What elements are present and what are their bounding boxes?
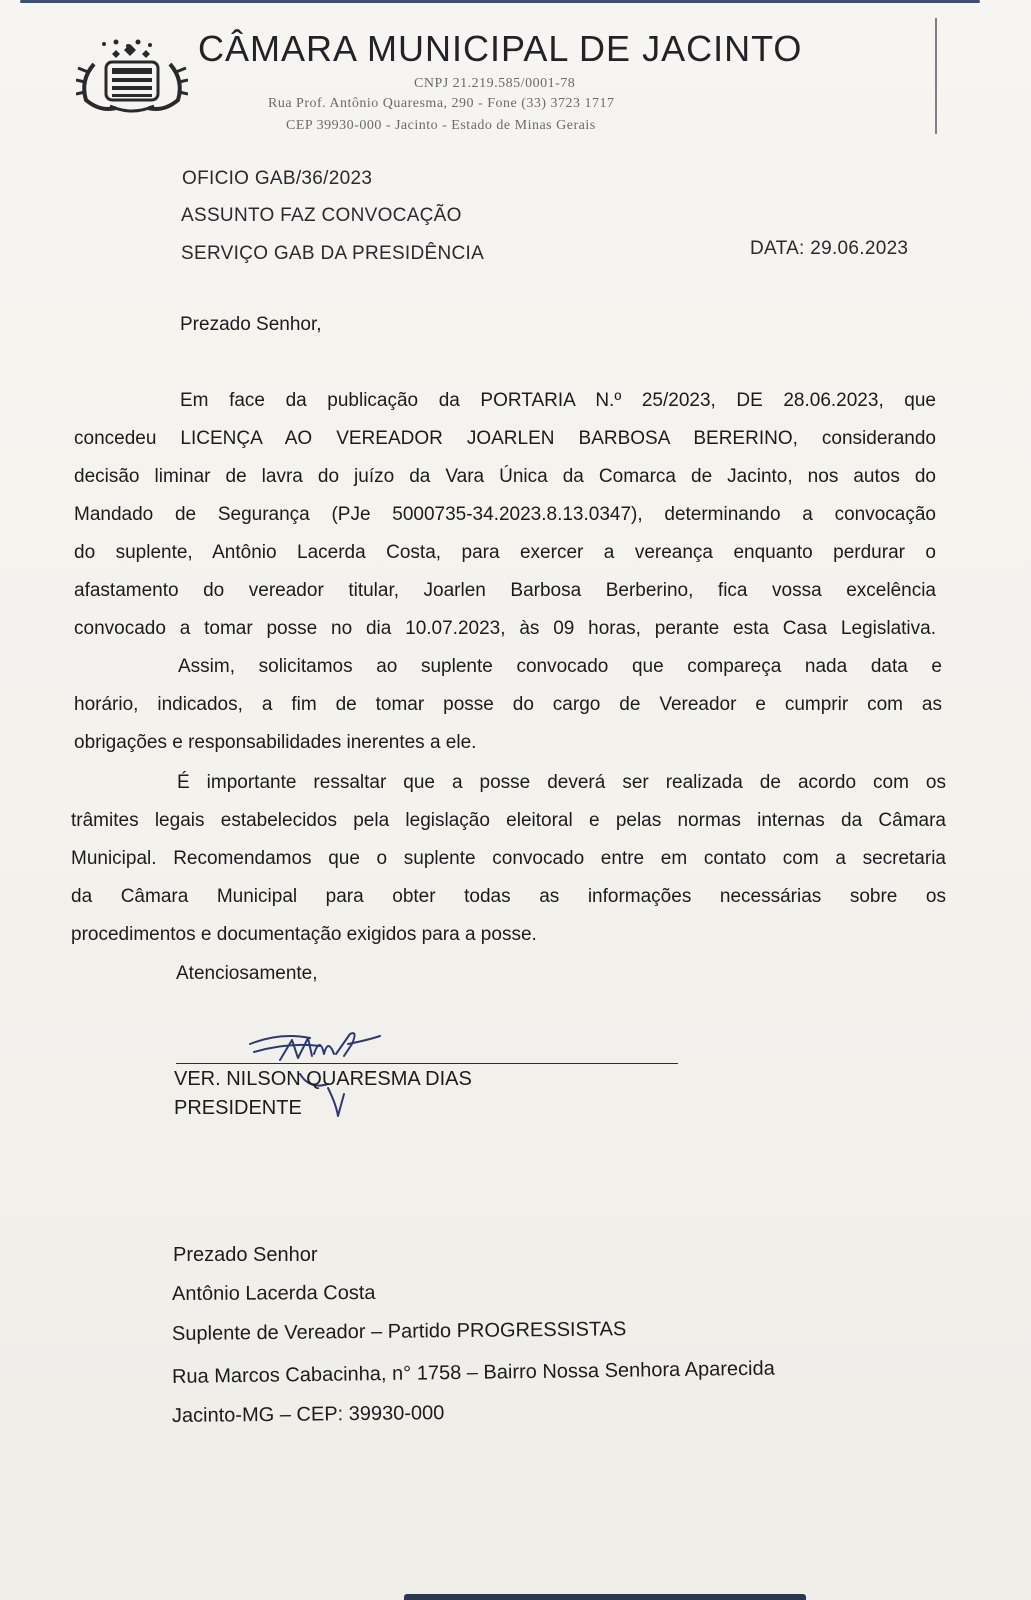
header-cnpj: CNPJ 21.219.585/0001-78 (414, 76, 576, 91)
paragraph-line: Em face da publicação da PORTARIA N.º 25/2023, DE 28.06.2023, que (180, 390, 936, 411)
paragraph-line: decisão liminar de lavra do juízo da Vara Única da Comarca de Jacinto, nos autos do (74, 466, 936, 487)
oficio-number: OFICIO GAB/36/2023 (182, 168, 373, 189)
paragraph-line: afastamento do vereador titular, Joarlen Barbosa Berberino, fica vossa excelência (74, 580, 936, 601)
paragraph-line: procedimentos e documentação exigidos para a posse. (71, 924, 537, 945)
paragraph-line: Municipal. Recomendamos que o suplente convocado entre em contato com a secretaria (71, 848, 946, 869)
paragraph-line: da Câmara Municipal para obter todas as informações necessárias sobre os (71, 886, 946, 907)
paragraph-line: Mandado de Segurança (PJe 5000735-34.2023.8.13.0347), determinando a convocação (74, 504, 936, 525)
signatory-title: PRESIDENTE (174, 1097, 302, 1119)
paragraph-line: concedeu LICENÇA AO VEREADOR JOARLEN BARBOSA BERERINO, considerando (74, 428, 936, 449)
recipient-role: Suplente de Vereador – Partido PROGRESSISTAS (171, 1318, 627, 1345)
closing: Atenciosamente, (176, 963, 318, 984)
signatory-name: VER. NILSON QUARESMA DIAS (174, 1068, 472, 1090)
header-address: Rua Prof. Antônio Quaresma, 290 - Fone (33) 3723 1717 (268, 96, 615, 111)
paragraph-line: convocado a tomar posse no dia 10.07.2023, às 09 horas, perante esta Casa Legislativa. (74, 618, 936, 639)
paragraph-2 (74, 648, 942, 762)
recipient-salutation: Prezado Senhor (173, 1244, 318, 1266)
paragraph-line: do suplente, Antônio Lacerda Costa, para exercer a vereança enquanto perdurar o (74, 542, 936, 563)
paragraph-1 (74, 382, 936, 648)
letter-date: DATA: 29.06.2023 (750, 238, 909, 259)
recipient-name: Antônio Lacerda Costa (171, 1281, 376, 1305)
paragraph-line: horário, indicados, a fim de tomar posse do cargo de Vereador e cumprir com as (74, 694, 942, 715)
servico-line: SERVIÇO GAB DA PRESIDÊNCIA (181, 243, 485, 264)
assunto-line: ASSUNTO FAZ CONVOCAÇÃO (181, 205, 462, 226)
organization-name: CÂMARA MUNICIPAL DE JACINTO (198, 28, 803, 69)
header-divider (935, 18, 937, 134)
top-edge-strip (20, 0, 980, 3)
paragraph-line: Assim, solicitamos ao suplente convocado que compareça nada data e (178, 656, 942, 677)
recipient-street: Rua Marcos Cabacinha, n° 1758 – Bairro Nossa Senhora Aparecida (171, 1357, 775, 1388)
municipal-crest-icon (76, 36, 188, 116)
paragraph-3 (71, 764, 946, 954)
paragraph-line: trâmites legais estabelecidos pela legislação eleitoral e pelas normas internas da Câmara (71, 810, 946, 831)
recipient-city: Jacinto-MG – CEP: 39930-000 (171, 1402, 445, 1427)
greeting: Prezado Senhor, (180, 314, 322, 335)
bottom-edge-strip (404, 1594, 806, 1600)
header-cep: CEP 39930-000 - Jacinto - Estado de Minas Gerais (286, 118, 596, 133)
paragraph-line: obrigações e responsabilidades inerentes a ele. (74, 732, 477, 753)
paragraph-line: É importante ressaltar que a posse deverá ser realizada de acordo com os (177, 772, 946, 793)
